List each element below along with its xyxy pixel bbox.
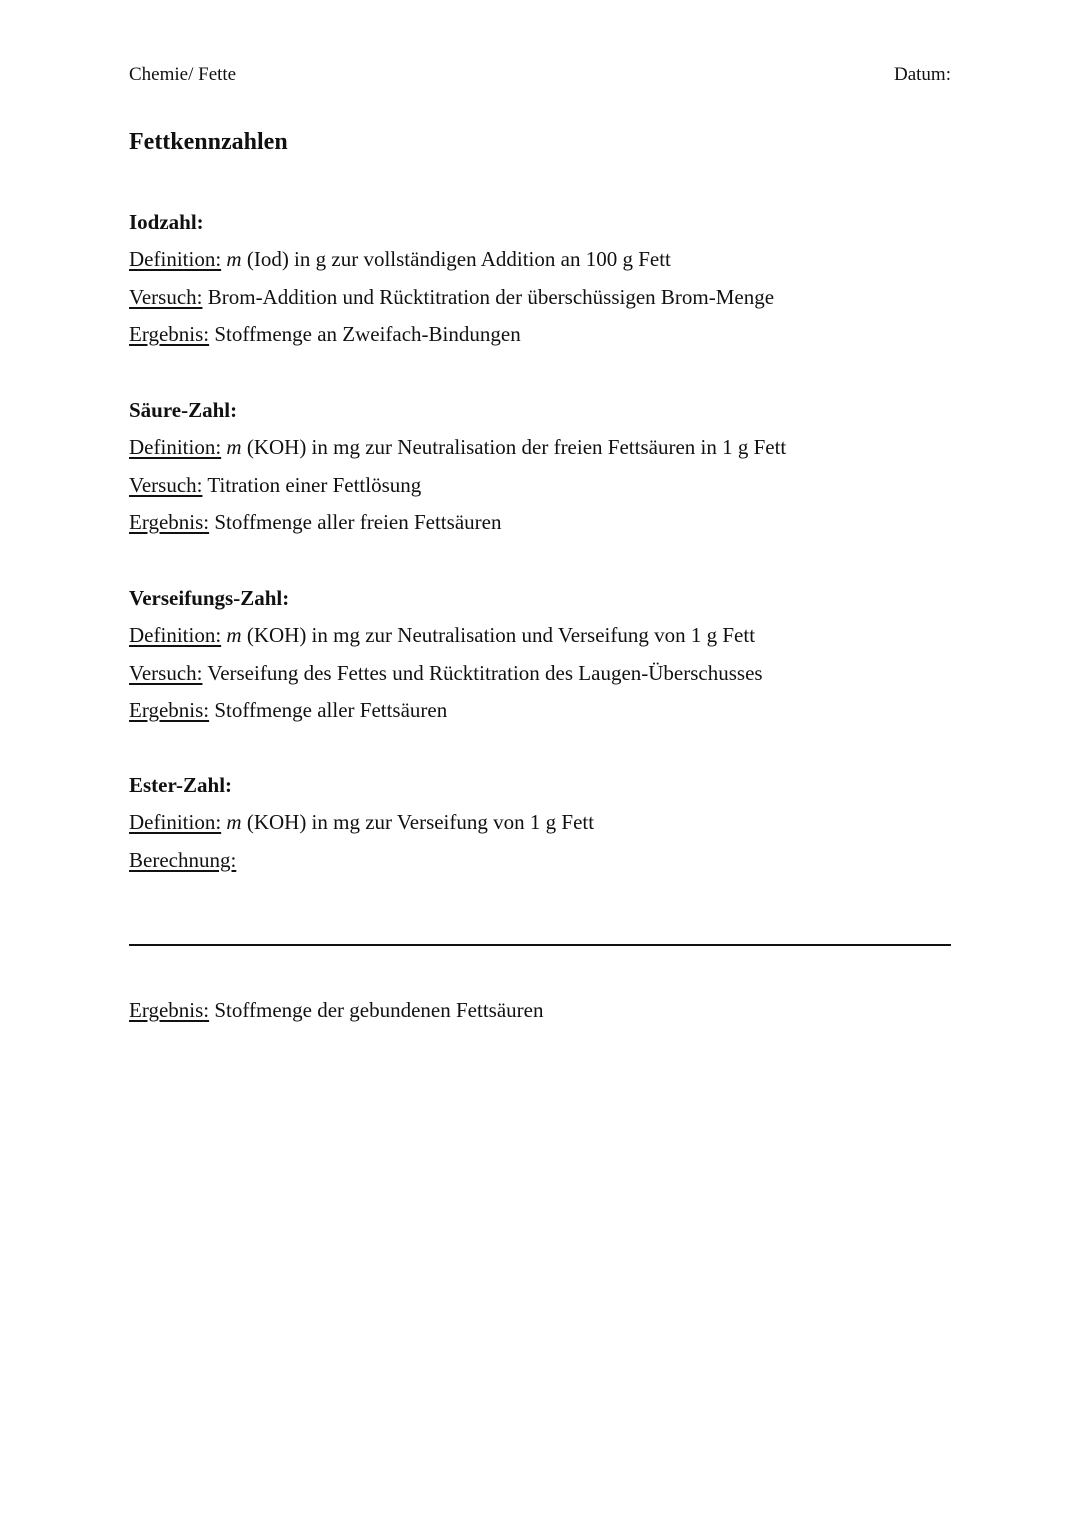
- berechnung-label: Berechnung:: [129, 847, 237, 872]
- definition-text: (KOH) in mg zur Verseifung von 1 g Fett: [241, 810, 595, 834]
- versuch-text: Verseifung des Fettes und Rücktitration des Laugen-Überschusses: [202, 660, 763, 685]
- definition-text: (KOH) in mg zur Neutralisation der freien Fettsäuren in 1 g Fett: [241, 435, 787, 459]
- definition-label: Definition:: [129, 247, 222, 271]
- versuch-text: Titration einer Fettlösung: [202, 472, 422, 497]
- ergebnis-label: Ergebnis:: [129, 322, 210, 346]
- definition-label: Definition:: [129, 810, 222, 834]
- section-iodzahl: [129, 204, 951, 354]
- ergebnis-label: Ergebnis:: [129, 998, 210, 1022]
- mass-symbol: m: [226, 435, 242, 459]
- ergebnis-text: Stoffmenge an Zweifach-Bindungen: [209, 322, 521, 346]
- section-heading: Iodzahl:: [129, 210, 204, 234]
- mass-symbol: m: [226, 810, 242, 834]
- ergebnis-label: Ergebnis:: [129, 510, 210, 534]
- header-subject: Chemie/ Fette: [129, 64, 237, 85]
- mass-symbol: m: [226, 623, 242, 647]
- versuch-row: [129, 279, 951, 317]
- header-date-label: Datum:: [894, 64, 951, 85]
- ergebnis-row: [129, 992, 951, 1030]
- section-verseifungs-zahl: [129, 580, 951, 730]
- section-heading: Ester-Zahl:: [129, 773, 233, 797]
- ergebnis-row: [129, 316, 951, 354]
- versuch-label: Versuch:: [129, 472, 203, 497]
- ergebnis-label: Ergebnis:: [129, 698, 210, 722]
- page-title: Fettkennzahlen: [129, 129, 288, 155]
- section-heading: Verseifungs-Zahl:: [129, 586, 290, 610]
- definition-row: [129, 804, 951, 842]
- ester-zahl-result: [129, 992, 951, 1030]
- definition-row: [129, 429, 951, 467]
- ergebnis-text: Stoffmenge der gebundenen Fettsäuren: [209, 998, 544, 1022]
- berechnung-row: [129, 842, 951, 880]
- section-heading: Säure-Zahl:: [129, 398, 238, 422]
- ergebnis-text: Stoffmenge aller Fettsäuren: [209, 698, 448, 722]
- ergebnis-text: Stoffmenge aller freien Fettsäuren: [209, 510, 502, 534]
- versuch-row: [129, 655, 951, 693]
- versuch-label: Versuch:: [129, 284, 203, 309]
- versuch-row: [129, 467, 951, 505]
- ergebnis-row: [129, 504, 951, 542]
- versuch-text: Brom-Addition und Rücktitration der überschüssigen Brom-Menge: [202, 284, 775, 309]
- definition-text: (KOH) in mg zur Neutralisation und Verseifung von 1 g Fett: [241, 623, 756, 647]
- section-ester-zahl: [129, 767, 951, 879]
- definition-label: Definition:: [129, 435, 222, 459]
- ergebnis-row: [129, 692, 951, 730]
- answer-line: [129, 944, 951, 946]
- definition-row: [129, 617, 951, 655]
- mass-symbol: m: [226, 247, 242, 271]
- section-saeure-zahl: [129, 392, 951, 542]
- definition-row: [129, 241, 951, 279]
- definition-text: (Iod) in g zur vollständigen Addition an 100 g Fett: [241, 247, 671, 271]
- versuch-label: Versuch:: [129, 660, 203, 685]
- definition-label: Definition:: [129, 623, 222, 647]
